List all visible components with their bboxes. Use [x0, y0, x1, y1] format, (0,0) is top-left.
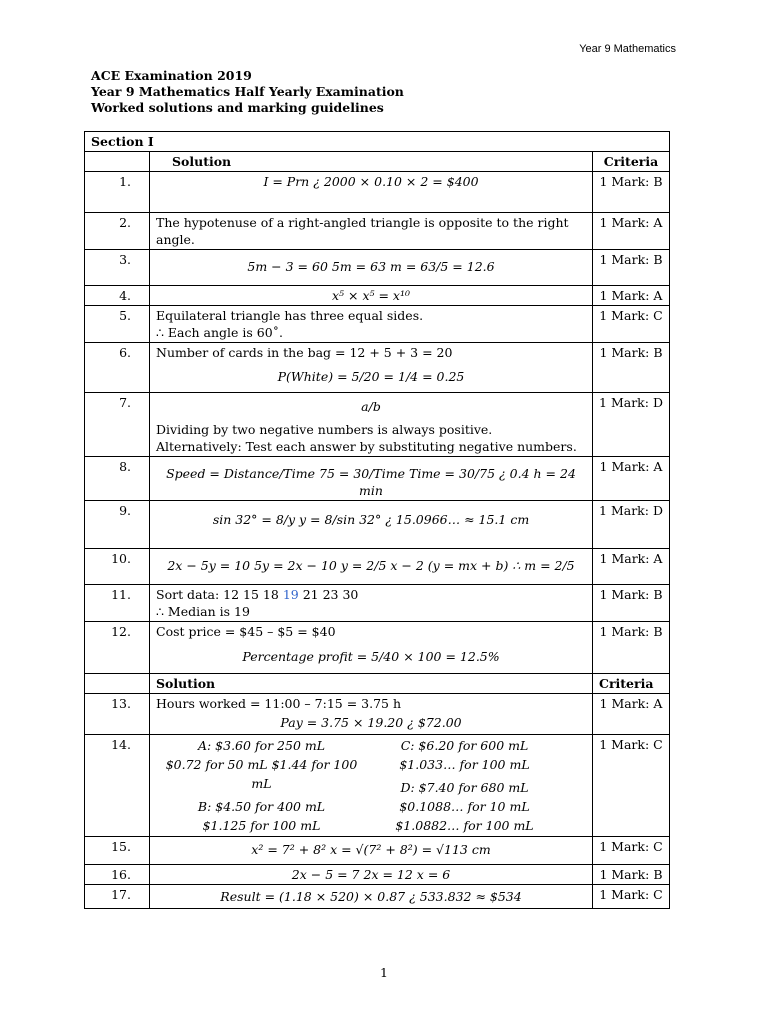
- table-row: 16. 2x − 5 = 7 2x = 12 x = 6 1 Mark: B: [85, 865, 670, 885]
- sorted-data: Sort data: 12 15 18 19 21 23 30: [156, 587, 359, 602]
- title-line: ACE Examination 2019: [91, 68, 252, 83]
- header-row: [85, 152, 670, 172]
- col-solution: Solution: [150, 152, 593, 172]
- table-row: 11. Sort data: 12 15 18 19 21 23 30 ∴ Median is 19 1 Mark: B: [85, 585, 670, 622]
- table-row: 2. The hypotenuse of a right-angled triangle is opposite to the right angle. 1 Mark: A: [85, 213, 670, 250]
- section-label: Section I: [85, 132, 670, 152]
- page-number: 1: [380, 965, 388, 980]
- document-titles: [91, 68, 404, 116]
- table-row: 6. Number of cards in the bag = 12 + 5 + 3 = 20 P(White) = 5/20 = 1/4 = 0.25 1 Mark: B: [85, 343, 670, 393]
- table-row: 3. 5m − 3 = 60 5m = 63 m = 63/5 = 12.6 1 Mark: B: [85, 250, 670, 286]
- table-row: 13. Hours worked = 11:00 – 7:15 = 3.75 h Pay = 3.75 × 19.20 ¿ $72.00 1 Mark: A: [85, 694, 670, 735]
- table-row: 17. Result = (1.18 × 520) × 0.87 ¿ 533.832 ≈ $534 1 Mark: C: [85, 885, 670, 909]
- title-line: Worked solutions and marking guidelines: [91, 100, 384, 115]
- median-highlight: 19: [282, 587, 299, 602]
- title-line: Year 9 Mathematics Half Yearly Examination: [91, 84, 404, 99]
- table-row: 9. sin 32° = 8/y y = 8/sin 32° ¿ 15.0966… ≈ 15.1 cm 1 Mark: D: [85, 501, 670, 549]
- section-row: [85, 132, 670, 152]
- table-row: 15. x² = 7² + 8² x = √(7² + 8²) = √113 cm 1 Mark: C: [85, 837, 670, 865]
- col-criteria: Criteria: [593, 152, 670, 172]
- col-criteria: Criteria: [593, 674, 670, 694]
- table-row: 12. Cost price = $45 – $5 = $40 Percentage profit = 5/40 × 100 = 12.5% 1 Mark: B: [85, 622, 670, 674]
- col-solution: Solution: [150, 674, 593, 694]
- table-row: 10. 2x − 5y = 10 5y = 2x − 10 y = 2/5 x − 2 (y = mx + b) ∴ m = 2/5 1 Mark: A: [85, 549, 670, 585]
- table-row: 1. I = Prn ¿ 2000 × 0.10 × 2 = $400 1 Mark: B: [85, 172, 670, 213]
- table-row: 8. Speed = Distance/Time 75 = 30/Time Time = 30/75 ¿ 0.4 h = 24 min 1 Mark: A: [85, 457, 670, 501]
- table-row: 5. Equilateral triangle has three equal sides. ∴ Each angle is 60˚. 1 Mark: C: [85, 306, 670, 343]
- header-row: [85, 674, 670, 694]
- running-header: Year 9 Mathematics: [579, 43, 676, 55]
- table-row: 4. x⁵ × x⁵ = x¹⁰ 1 Mark: A: [85, 286, 670, 306]
- table-row: 7. a/b Dividing by two negative numbers is always positive. Alternatively: Test each answer by substituting negative numbers. 1 Mark: D: [85, 393, 670, 457]
- solutions-table: [84, 131, 670, 909]
- table-row: 14. A: $3.60 for 250 mL $0.72 for 50 mL $1.44 for 100 mL B: $4.50 for 400 mL $1.125 for 100 mL C: $6.20 for 600 mL $1.033… for 100 mL D: $7.40 for 680 mL $0.1088… for 10 mL $1.0882… for 100 mL 1 Mark: C: [85, 735, 670, 837]
